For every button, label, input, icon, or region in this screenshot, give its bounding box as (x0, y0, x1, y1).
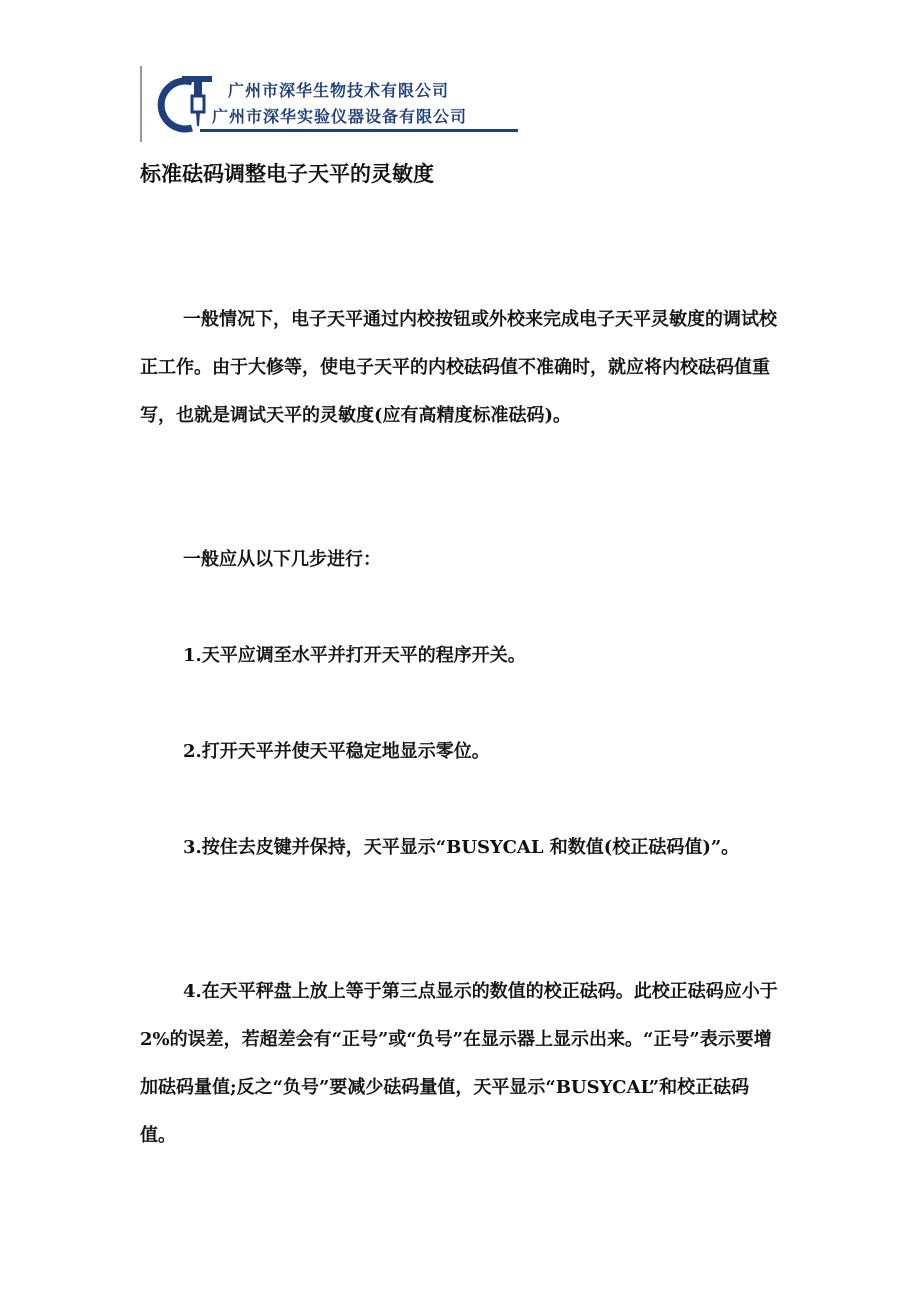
letterhead-divider (140, 66, 142, 142)
company-logo-icon (152, 72, 218, 134)
document-title: 标准砝码调整电子天平的灵敏度 (140, 161, 434, 186)
paragraph-step-2: 2.打开天平并使天平稳定地显示零位。 (183, 741, 490, 762)
letterhead-underline (200, 129, 518, 132)
company-name-2: 广州市深华实验仪器设备有限公司 (212, 107, 468, 126)
paragraph-step-3: 3.按住去皮键并保持，天平显示“BUSYCAL 和数值(校正砝码值)”。 (183, 837, 740, 858)
company-name-1: 广州市深华生物技术有限公司 (228, 81, 450, 100)
paragraph-step-4: 4.在天平秤盘上放上等于第三点显示的数值的校正砝码。此校正砝码应小于2%的误差，若超差会有“正号”或“负号”在显示器上显示出来。“正号”表示要增加砝码量值;反之“负号”要减少砝码量值，天平显示“BUSYCAL”和校正砝码值。 (140, 981, 778, 1146)
paragraph-intro: 一般情况下，电子天平通过内校按钮或外校来完成电子天平灵敏度的调试校正工作。由于大修等，使电子天平的内校砝码值不准确时，就应将内校砝码值重写，也就是调试天平的灵敏度(应有高精度标准砝码)。 (140, 309, 777, 426)
paragraph-steps-intro: 一般应从以下几步进行： (183, 549, 381, 570)
letterhead (140, 66, 520, 142)
paragraph-step-1: 1.天平应调至水平并打开天平的程序开关。 (183, 645, 526, 666)
